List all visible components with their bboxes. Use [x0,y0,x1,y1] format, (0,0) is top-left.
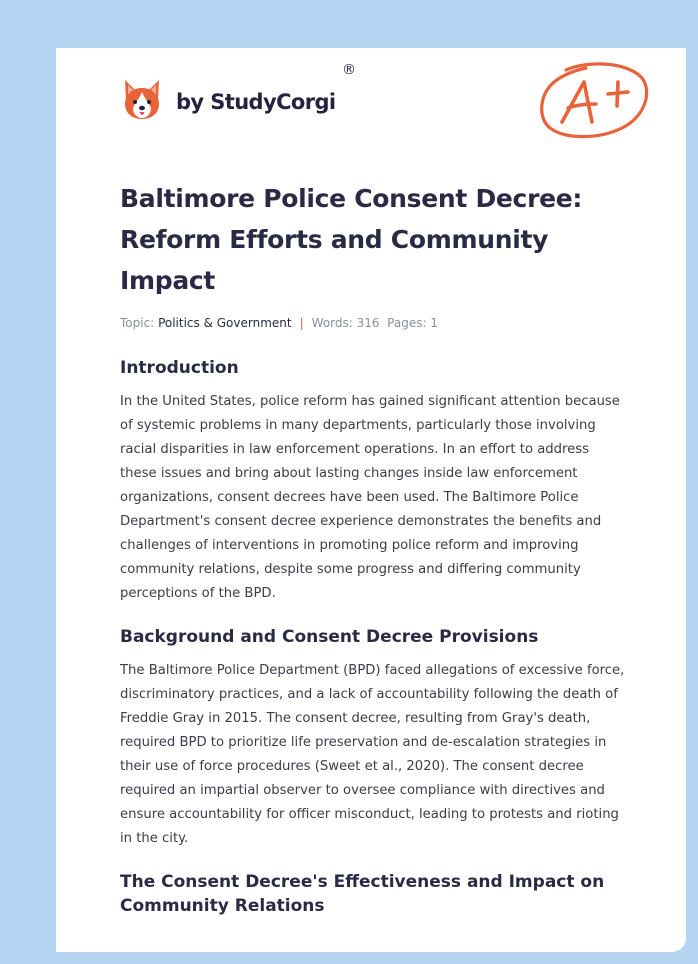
registered-mark: ® [342,62,356,78]
topic-link[interactable]: Politics & Government [158,316,292,330]
topic-label: Topic: [120,316,155,330]
brand-name: by StudyCorgi [176,90,336,114]
section-heading-effectiveness: The Consent Decree's Effectiveness and Impact on Community Relations [120,872,605,916]
section-heading-introduction: Introduction [120,358,239,378]
article-meta [120,314,626,332]
studycorgi-logo[interactable] [122,76,336,122]
article-title: Baltimore Police Consent Decree: Reform Efforts and Community Impact [120,184,583,295]
article-content [120,178,626,918]
pages-count: 1 [430,316,438,330]
pages-label: Pages: [387,316,427,330]
corgi-icon [122,76,162,122]
a-plus-grade-icon [536,58,652,142]
document-card [56,48,686,952]
meta-separator: | [299,316,304,330]
words-label: Words: [311,316,353,330]
section-body-background: The Baltimore Police Department (BPD) faced allegations of excessive force, discriminatory practices, and a lack of accountability following the death of Freddie Gray in 2015. The consent decree, resulting from Gray's death, required BPD to prioritize life preservation and de-escalation strategies in their use of force procedures (Sweet et al., 2020). The consent decree required an impartial observer to oversee compliance with directives and ensure accountability for officer misconduct, leading to protests and rioting in the city. [120,663,625,846]
section-body-introduction: In the United States, police reform has gained significant attention because of systemic problems in many departments, particularly those involving racial disparities in law enforcement operations. In an effort to address these issues and bring about lasting changes inside law enforcement organizations, consent decrees have been used. The Baltimore Police Department's consent decree experience demonstrates the benefits and challenges of interventions in promoting police reform and improving community relations, despite some progress and differing community perceptions of the BPD. [120,394,620,601]
section-heading-background: Background and Consent Decree Provisions [120,627,539,647]
words-count: 316 [356,316,380,330]
